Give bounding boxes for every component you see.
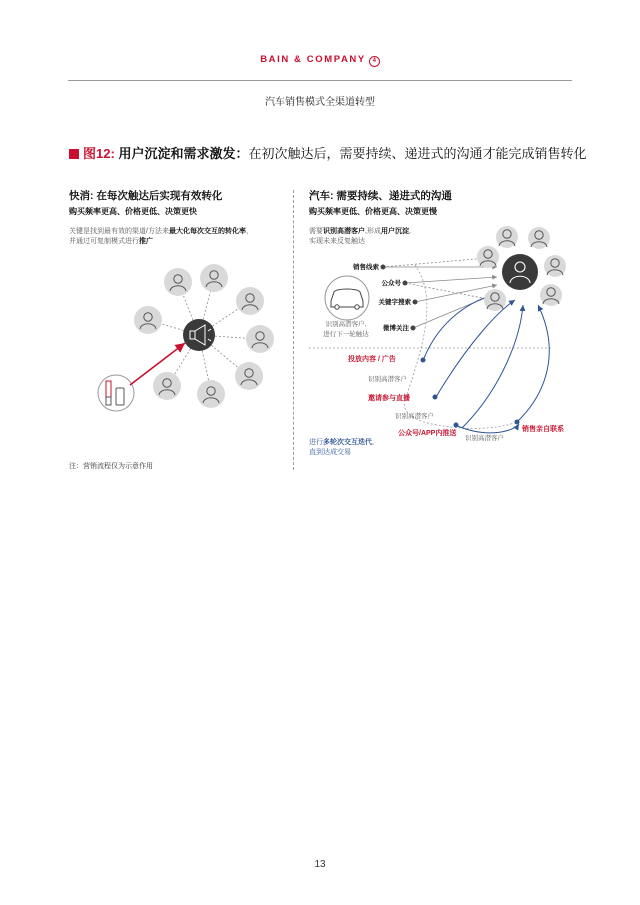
left-desc-1c: ， [245, 228, 253, 235]
footnote: 注：营销流程仅为示意作用 [69, 463, 153, 470]
iteration-caption [309, 437, 374, 446]
car-caption-line2: 进行下一轮触达 [323, 331, 369, 338]
channel-flow-lines [383, 257, 498, 328]
person-icon [540, 284, 562, 306]
iteration-caption-bold: 多轮次交互迭代 [323, 439, 372, 446]
right-desc-2: 实现未来反复触达 [309, 238, 365, 245]
iteration-caption-post: , [372, 439, 374, 446]
journey-arc [404, 265, 517, 428]
right-desc-1e: , [408, 228, 411, 235]
channel-label: 公众号 [381, 280, 401, 287]
step-label-identify3: 识别高潜客户 [465, 435, 504, 442]
page-number: 13 [314, 859, 326, 870]
target-customer-icon [502, 254, 538, 290]
person-icon [197, 380, 225, 408]
person-icon [236, 287, 264, 315]
step-label-live: 邀请参与直播 [368, 395, 410, 402]
channel-label: 关键字搜索 [378, 299, 411, 306]
step-dot [433, 395, 438, 400]
brand-name: BAIN & COMPANY [260, 54, 366, 65]
person-icon [235, 362, 263, 390]
left-desc-2b: 推广 [139, 238, 153, 245]
step-label-identify1: 识别高潜客户 [368, 376, 407, 383]
channel-dot [381, 265, 386, 270]
iteration-arcs [424, 293, 549, 433]
lipstick-icon [98, 375, 134, 411]
person-icon [496, 226, 518, 248]
person-icon [544, 255, 566, 277]
figure-number: 12: [96, 146, 115, 161]
left-desc-1b: 最大化每次交互的转化率 [168, 228, 246, 235]
step-dot [454, 423, 459, 428]
iteration-caption-line2: 直到达成交易 [309, 449, 351, 456]
channel-dot [413, 300, 418, 305]
left-heading: 快消: 在每次触达后实现有效转化 [69, 190, 223, 202]
figure-title-rest: 在初次触达后，需要持续、递进式的沟通才能完成销售转化 [248, 146, 587, 161]
step-dot [515, 420, 520, 425]
megaphone-icon [183, 319, 215, 351]
right-subheading: 购买频率更低、价格更高、决策更慢 [309, 207, 437, 216]
channel-label: 销售线索 [353, 264, 379, 271]
channel-dot [403, 281, 408, 286]
right-heading: 汽车: 需要持续、递进式的沟通 [309, 190, 452, 202]
person-icon [484, 289, 506, 311]
right-desc-1c: ,形成 [365, 228, 381, 235]
channel-dot [411, 326, 416, 331]
step-label-identify2: 识别高潜客户 [395, 413, 434, 420]
person-icon [153, 372, 181, 400]
step-dot [421, 358, 426, 363]
brand-mark-icon: 4 [369, 56, 380, 67]
person-icon [528, 227, 550, 249]
step-label-ads: 投放内容 / 广告 [348, 356, 396, 363]
step-label-app-push: 公众号/APP内推送 [398, 430, 457, 437]
person-icon [477, 246, 499, 268]
person-icon [200, 264, 228, 292]
car-caption-line1: 识别高潜客户, [325, 321, 367, 328]
person-icon [246, 325, 274, 353]
left-desc-2a: 并通过可复制模式进行 [69, 238, 139, 245]
right-desc-1b: 识别高潜客户 [323, 228, 365, 235]
figure-label: 图 [83, 146, 97, 161]
right-desc-1a: 需要 [309, 228, 323, 235]
person-icon [134, 306, 162, 334]
person-icon [164, 268, 192, 296]
right-desc-1d: 用户沉淀 [380, 228, 409, 235]
step-label-dealer: 销售亲自联系 [522, 426, 564, 433]
report-subtitle: 汽车销售模式全渠道转型 [265, 97, 375, 108]
left-desc-1a: 关键是找到最有效的渠道/方法来 [69, 228, 169, 235]
left-subheading: 购买频率更高、价格更低、决策更快 [69, 207, 197, 216]
figure-title-bold: 用户沉淀和需求激发： [118, 146, 249, 161]
channel-label: 微博关注 [383, 325, 409, 332]
iteration-caption-pre: 进行 [309, 439, 323, 446]
car-icon [325, 276, 369, 320]
